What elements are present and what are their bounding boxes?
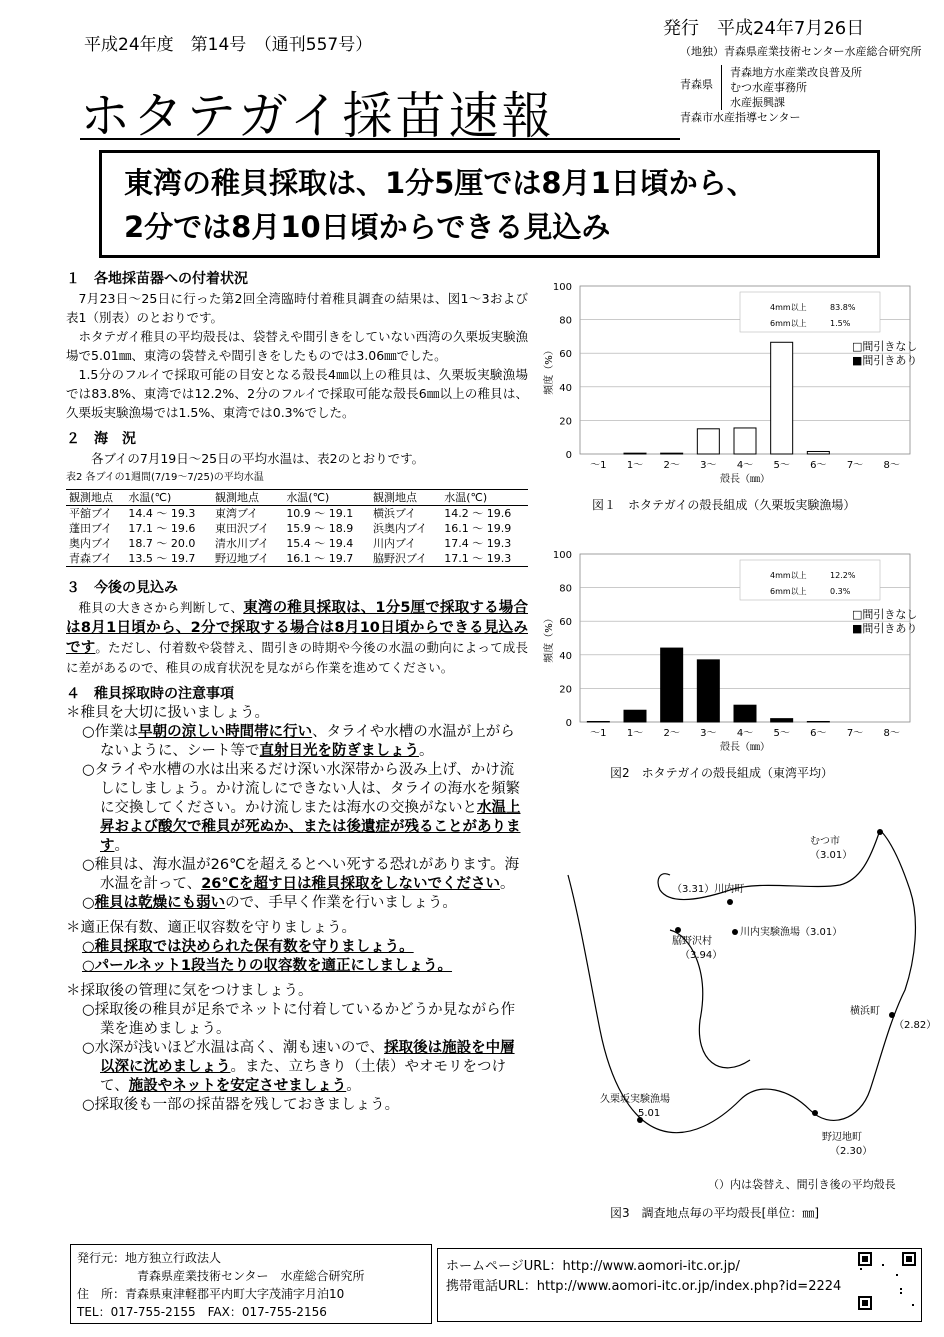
sec4-point2: ＊適正保有数、適正収容数を守りましょう。 [66,920,356,936]
x-axis-label: 殻長（㎜） [720,742,770,753]
emphasis: 水温上昇および酸欠で稚貝が死ぬか、または後遺症が残ることがあります [100,800,521,854]
site-marker [732,929,738,935]
table-row [66,551,528,567]
sec4-bullet1 [66,723,528,761]
x-tick-label: 2～ [663,728,680,739]
label-kuriyasaka-value: 5.01 [638,1108,661,1119]
table-cell: 15.4 ～ 19.4 [286,537,354,550]
annotation-box [740,560,880,600]
sec4-bullet6: ○パールネット1段当たりの収容数を適正にしましょう。 [82,958,453,974]
table-header: 観測地点 [372,491,417,504]
chart-fig1 [540,272,930,492]
fig1-caption: 図１ ホタテガイの殻長組成（久栗坂実験漁場） [592,498,856,512]
table-header-row [66,490,528,506]
qr-module [906,1256,912,1262]
text: 。 [499,876,515,892]
sec1-p2: ホタテガイ稚貝の平均殻長は、袋替えや間引きをしていない西湾の久栗坂実験漁場で5.01㎜、東湾の袋替えや間引きをしたものでは3.06㎜でした。 [66,329,528,363]
qr-module [882,1264,884,1266]
table-header: 観測地点 [215,491,260,504]
qr-module [900,1292,902,1294]
table-cell: 14.4 ～ 19.3 [128,507,196,520]
annotation-value: 83.8% [830,303,856,312]
sec4-bullet7: ○採取後の稚貝が足糸でネットに付着しているかどうか見ながら作業を進めましょう。 [82,1002,516,1037]
sec4-heading: ４ 稚貝採取時の注意事項 [66,686,234,702]
bar [807,451,829,454]
legend-entry: ■間引きあり [852,622,918,635]
x-tick-label: 1～ [626,728,644,739]
org-city: 青森市水産指導センター [680,111,801,124]
text: ので、手早く作業を行いましょう。 [225,895,457,911]
table-cell: 東田沢ブイ [215,522,270,535]
text: 。また、立ちきり（土俵）やオモリをつけて、 [100,1059,506,1094]
x-tick-label: 4～ [736,460,754,471]
table-cell: 18.7 ～ 20.0 [128,537,196,550]
x-tick-label: 3～ [700,728,717,739]
annotation-value: 0.3% [830,587,851,596]
homepage-url[interactable]: ホームページURL：http://www.aomori-itc.or.jp/ [446,1259,740,1274]
x-tick-label: 3～ [700,460,717,471]
text: ○ [82,895,95,911]
site-marker [812,1110,818,1116]
table-header: 観測地点 [69,491,113,504]
bar [624,453,646,454]
org-main: （地独）青森県産業技術センター水産総合研究所 [680,45,922,58]
text: ○水深が浅いほど水温は高く、潮も速いので、 [82,1040,385,1056]
text: ○タライや水槽の水は出来るだけ深い水深帯から汲み上げ、かけ流しにしましょう。かけ流しにできない人は、タライの海水を頻繁に交換してください。かけ流しまたは海水の交換がないと [82,762,521,816]
y-tick-label: 100 [552,282,572,293]
table-cell: 17.1 ～ 19.6 [128,522,196,535]
legend-entry: □間引きなし [852,340,918,353]
sec3-text-a: 稚貝の大きさから判断して、 [78,600,244,615]
site-marker [675,927,681,933]
y-tick-label: 40 [559,650,572,662]
sec3-emphasis: 東湾の稚貝採取は、1分5厘で採取する場合は8月1日頃から、2分で採取する場合は8月10日頃からできる見込みです [66,600,528,656]
headline-line2: 2分では8月10日頃からできる見込み [124,210,611,244]
label-noheji-value: （2.30） [830,1146,873,1157]
sec4-bullet9: ○採取後も一部の採苗器を残しておきましょう。 [82,1097,400,1113]
label-yokohama: 横浜町 [850,1006,880,1017]
y-tick-label: 20 [559,684,572,696]
x-tick-label: 5～ [773,460,790,471]
emphasis: 直射日光を防ぎましょう [259,743,419,759]
headline-box [99,150,880,258]
table-cell: 清水川ブイ [215,537,270,550]
table2-caption: 表2 各ブイの1週間(7/19～7/25)の平均水温 [66,472,264,483]
bar [661,453,683,454]
qr-module [912,1304,914,1306]
mobile-url[interactable]: 携帯電話URL：http://www.aomori-itc.or.jp/index.php?id=2224 [446,1279,842,1294]
y-tick-label: 40 [559,382,572,394]
bar [624,710,646,722]
publisher-address: 住 所：青森県東津軽郡平内町大字茂浦字月泊10 [77,1287,345,1301]
label-wakinosawa-value: （3.94） [680,950,723,961]
bar [661,648,683,722]
sec4-bullet4 [66,894,528,913]
table-cell: 脇野沢ブイ [372,552,427,565]
label-kawauchi: （3.31）川内町 [672,884,745,895]
table-body [66,506,528,567]
text: 、タライや水槽の水温が上がらないように、シート等で [100,724,515,759]
annotation-label: 6mm以上 [770,319,807,328]
issue-number: 平成24年度 第14号 （通刊557号） [84,35,373,55]
x-tick-label: 1～ [626,460,644,471]
label-mutsu: むつ市 [810,836,840,847]
x-tick-label: 6～ [810,728,827,739]
text: 。 [419,743,434,759]
legend-entry: □間引きなし [852,608,918,621]
emphasis: 早朝の涼しい時間帯に行い [138,724,313,740]
fig3-caption: 図3 調査地点毎の平均殻長[単位：㎜] [610,1206,819,1220]
table-cell: 野辺地ブイ [215,552,270,565]
sec4-bullet3 [66,856,528,894]
main-column [66,270,528,1115]
sec4-point3: ＊採取後の管理に気をつけましょう。 [66,983,313,999]
bar [771,342,793,454]
sec3-heading: ３ 今後の見込み [66,580,178,596]
masthead-title: ホタテガイ採苗速報 [80,87,555,145]
table-cell: 東湾ブイ [215,507,259,520]
table-header: 水温(℃) [444,491,488,504]
label-kuriyasaka: 久栗坂実験漁場 [600,1094,670,1105]
label-noheji: 野辺地町 [822,1132,862,1143]
fig2-caption: 図2 ホタテガイの殻長組成（東湾平均） [610,766,834,780]
y-tick-label: 100 [552,550,572,561]
annotation-label: 4mm以上 [770,303,807,312]
qr-module [896,1274,898,1276]
coastline [568,830,915,1133]
annotation-label: 6mm以上 [770,587,807,596]
sec3-text-c: 。ただし、付着数や袋替え、間引きの時期や今後の水温の動向によって成長に差があるので、稚貝の成育状況を見ながら作業を進めてください。 [66,640,528,675]
chart-fig2 [540,540,930,760]
y-tick-label: 0 [565,450,572,461]
table-cell: 川内ブイ [372,537,416,550]
x-tick-label: ～1 [590,460,607,471]
annotation-value: 1.5% [830,319,851,328]
x-tick-label: 8～ [883,728,900,739]
emphasis: 26℃を超す日は稚貝採取をしないでください [201,876,500,892]
site-marker [877,829,883,835]
x-tick-label: 4～ [736,728,754,739]
x-tick-label: 8～ [883,460,900,471]
table-cell: 17.4 ～ 19.3 [444,537,512,550]
annotation-value: 12.2% [830,571,856,580]
y-tick-label: 20 [559,416,572,428]
label-kawauchi-exp: 川内実験漁場（3.01） [740,927,843,938]
sec4-point1: ＊稚貝を大切に扱いましょう。 [66,705,269,721]
qr-module [900,1288,902,1290]
qr-module [862,1256,868,1262]
table-row [66,506,528,522]
bar [587,721,609,722]
label-yokohama-value: （2.82） [894,1020,937,1031]
x-tick-label: ～1 [590,728,607,739]
table-cell: 平舘ブイ [69,507,113,520]
map-note: （）内は袋替え、間引き後の平均殻長 [708,1178,896,1191]
label-wakinosawa: 脇野沢村 [672,936,712,947]
publisher-line2: 青森県産業技術センター 水産総合研究所 [77,1269,365,1283]
site-marker [727,899,733,905]
sec2-heading: ２ 海 況 [66,431,136,447]
text: ○稚貝は、海水温が26℃を超えるとへい死する恐れがあります。海水温を計って、 [82,857,520,892]
mutsu-bay-map [560,820,937,1160]
table-header: 水温(℃) [286,491,330,504]
x-tick-label: 7～ [846,460,864,471]
sec1-p3: 1.5分のフルイで採取可能の目安となる殻長4㎜以上の稚貝は、久栗坂実験漁場では83.8%、東湾では12.2%、2分のフルイで採取可能な殻長6㎜以上の稚貝は、久栗坂実験漁場では1.5%、東湾では0.3%でした。 [66,367,528,420]
table-cell: 13.5 ～ 19.7 [128,552,196,565]
publisher-box [70,1244,432,1324]
text: 。 [114,838,129,854]
bar [734,705,756,722]
y-tick-label: 0 [565,718,572,729]
label-mutsu-value: （3.01） [810,850,853,861]
table-cell: 蓬田ブイ [69,522,113,535]
sec3-paragraph [66,598,528,677]
table-cell: 16.1 ～ 19.9 [444,522,512,535]
issue-date: 発行 平成24年7月26日 [663,18,865,39]
org-pref-2: むつ水産事務所 [730,81,807,94]
y-tick-label: 60 [559,617,572,629]
org-pref-label: 青森県 [680,78,713,91]
table-cell: 横浜ブイ [372,507,416,520]
headline-line1: 東湾の稚貝採取は、1分5厘では8月1日頃から、 [124,166,756,200]
bar [697,429,719,454]
x-axis-label: 殻長（㎜） [720,474,770,485]
publisher-line1: 発行元：地方独立行政法人 [77,1251,222,1265]
emphasis: 稚貝は乾燥にも弱い [94,895,226,911]
x-tick-label: 7～ [846,728,864,739]
y-axis-label: 頻度（%） [544,613,555,663]
table-cell: 奥内ブイ [69,537,113,550]
legend-entry: ■間引きあり [852,354,918,367]
table-cell: 15.9 ～ 18.9 [286,522,354,535]
org-pref-3: 水産振興課 [730,96,785,109]
bar [734,428,756,454]
sec4-bullet5: ○稚貝採取では決められた保有数を守りましょう。 [82,939,414,955]
bar [807,721,829,722]
table-cell: 14.2 ～ 19.6 [444,507,512,520]
y-tick-label: 60 [559,349,572,361]
emphasis: 施設やネットを安定させましょう [128,1078,347,1094]
table-cell: 10.9 ～ 19.1 [286,507,354,520]
x-tick-label: 2～ [663,460,680,471]
url-box [437,1248,922,1322]
qr-module [862,1300,868,1306]
sec4-bullet2 [66,761,528,856]
y-tick-label: 80 [559,583,572,595]
table-cell: 浜奥内ブイ [372,522,427,535]
qr-code-icon[interactable] [858,1252,916,1310]
emphasis: 採取後は施設を中層以深に沈めましょう [100,1040,515,1075]
bar [771,719,793,722]
annotation-box [740,292,880,332]
sec2-p1: 各ブイの7月19日～25日の平均水温は、表2のとおりです。 [91,451,425,466]
water-temp-table [66,489,528,567]
table-header: 水温(℃) [128,491,172,504]
publisher-phone: TEL：017-755-2155 FAX：017-755-2156 [77,1305,327,1319]
y-axis-label: 頻度（%） [544,345,555,395]
sec4-bullet8 [66,1039,528,1096]
table-row [66,521,528,536]
bar [697,660,719,722]
y-tick-label: 80 [559,315,572,327]
text: 。 [346,1078,361,1094]
sec1-p1: 7月23日～25日に行った第2回全湾臨時付着稚貝調査の結果は、図1～3および表1（別表）のとおりです。 [66,291,528,325]
qr-module [860,1268,862,1270]
table-row [66,536,528,551]
table-cell: 青森ブイ [69,552,113,565]
site-marker [889,1012,895,1018]
org-pref-1: 青森地方水産業改良普及所 [730,66,862,79]
table-cell: 17.1 ～ 19.3 [444,552,512,565]
annotation-label: 4mm以上 [770,571,807,580]
x-tick-label: 6～ [810,460,827,471]
x-tick-label: 5～ [773,728,790,739]
sec1-heading: １ 各地採苗器への付着状況 [66,271,248,287]
table-cell: 16.1 ～ 19.7 [286,552,354,565]
text: ○作業は [82,724,139,740]
publisher-orgs [680,44,922,125]
header-rule [80,138,680,140]
